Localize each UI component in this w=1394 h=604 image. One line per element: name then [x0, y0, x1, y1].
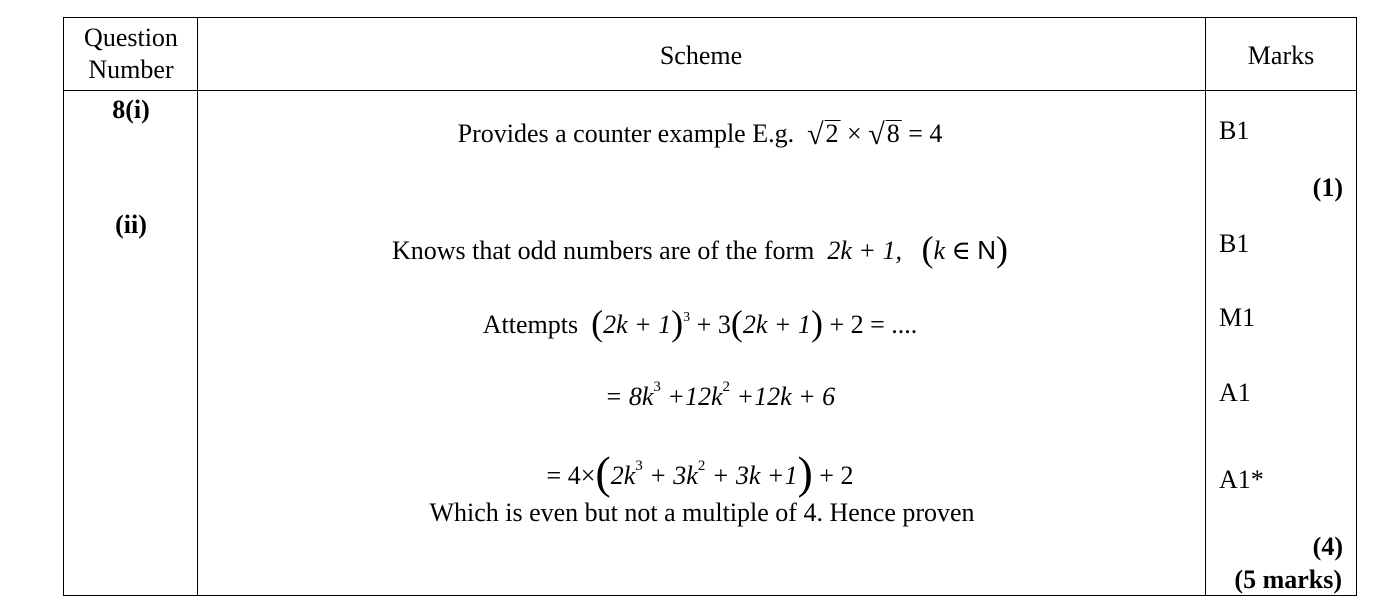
question-label-ii: (ii) — [115, 210, 147, 239]
scheme-line-odd-form: Knows that odd numbers are of the form 2k + 1, (k ∈ N) — [391, 229, 1009, 269]
header-question-line1: Question — [84, 23, 178, 52]
sqrt-2-radicand: 2 — [825, 119, 839, 148]
header-scheme: Scheme — [659, 41, 743, 70]
attempts-tail: + 2 = .... — [829, 310, 918, 339]
attempts-bracket-2: 2k + 1 — [742, 310, 811, 339]
expansion-power-2: 2 — [722, 379, 731, 395]
column-divider-2 — [1205, 18, 1206, 595]
mark-a1-star: A1* — [1219, 465, 1264, 494]
factorised-term-b: + 3k — [649, 461, 698, 490]
odd-form-text: Knows that odd numbers are of the form — [391, 236, 815, 265]
scheme-line-expansion — [604, 379, 836, 411]
expansion-middle: +12k — [667, 382, 723, 411]
expansion-power-3: 3 — [653, 379, 661, 395]
attempts-text: Attempts — [482, 310, 579, 339]
mark-b1-ii: B1 — [1219, 229, 1250, 258]
header-question-number — [84, 22, 178, 86]
odd-form-expression: 2k + 1, — [827, 236, 902, 265]
times-sign: × — [847, 119, 862, 148]
factorised-tail: + 2 — [819, 461, 854, 490]
mark-a1: A1 — [1219, 378, 1251, 407]
set-k: k — [933, 236, 946, 265]
column-divider-1 — [197, 18, 198, 595]
factorised-term-a: 2k — [610, 461, 636, 490]
subtotal-ii: (4) — [1312, 532, 1343, 561]
attempts-plus-three: + 3 — [696, 310, 731, 339]
sqrt-2: √2 — [807, 118, 839, 151]
header-divider — [64, 90, 1356, 91]
attempts-power: 3 — [683, 310, 691, 325]
scheme-line-counter-example — [457, 118, 943, 151]
equals-four: = 4 — [908, 119, 943, 148]
mark-m1: M1 — [1219, 303, 1256, 332]
sqrt-8-radicand: 8 — [886, 119, 900, 148]
factorised-power-2: 2 — [697, 458, 706, 474]
header-question-line2: Number — [88, 55, 174, 84]
expansion-tail: +12k + 6 — [736, 382, 836, 411]
expansion-lead: = 8k — [604, 382, 654, 411]
factorised-lead: = 4× — [546, 461, 596, 490]
factorised-power-3: 3 — [635, 458, 643, 474]
scheme-line-attempts: Attempts $(2k + 1)^3 + 3(2k + 1) + 2$ = .... — [482, 303, 918, 343]
question-label-8i: 8(i) — [112, 95, 150, 124]
total-marks: (5 marks) — [1234, 565, 1342, 594]
counter-example-text: Provides a counter example E.g. — [457, 119, 795, 148]
sqrt-8: √8 — [868, 118, 900, 151]
scheme-line-factorised: = $4\times(2k^3 + 3k^2 + 3k +1) + 2$ — [546, 447, 854, 498]
scheme-line-conclusion: Which is even but not a multiple of 4. Hence proven — [429, 498, 975, 527]
natural-numbers-symbol: N — [977, 235, 997, 265]
subtotal-i: (1) — [1312, 173, 1343, 202]
attempts-bracket-1: 2k + 1 — [603, 310, 672, 339]
header-marks: Marks — [1247, 41, 1315, 70]
mark-b1-i: B1 — [1219, 116, 1250, 145]
factorised-term-c: + 3k +1 — [711, 461, 798, 490]
element-of: ∈ — [951, 236, 971, 265]
